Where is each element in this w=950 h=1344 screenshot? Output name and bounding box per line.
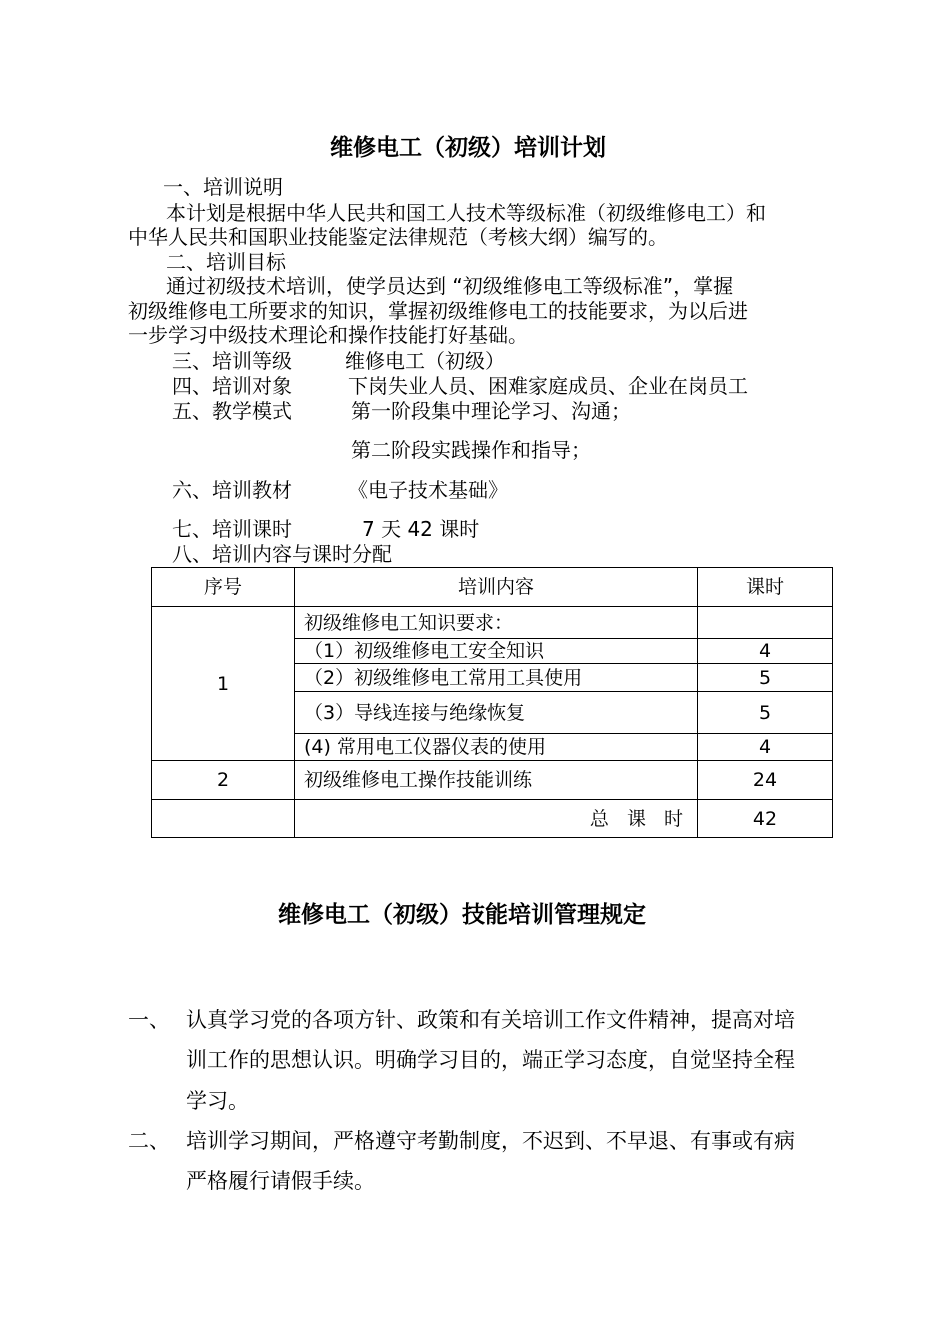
table-row xyxy=(152,607,833,639)
goal-line-2: 初级维修电工所要求的知识，掌握初级维修电工的技能要求，为以后进 xyxy=(128,299,748,323)
row-number: 2 xyxy=(152,761,295,800)
mode-value-2: 第二阶段实践操作和指导； xyxy=(351,438,591,462)
hours-value: 7 天 42 课时 xyxy=(362,517,480,541)
target-label: 四、培训对象 xyxy=(172,374,292,398)
table-total-row xyxy=(152,800,833,838)
header-hours: 课时 xyxy=(698,568,833,607)
table-row xyxy=(152,761,833,800)
page-title: 维修电工（初级）培训计划 xyxy=(330,135,606,161)
row-content: （3）导线连接与绝缘恢复 xyxy=(295,692,698,734)
section-title-management: 维修电工（初级）技能培训管理规定 xyxy=(278,902,646,928)
goal-line-3: 一步学习中级技术理论和操作技能打好基础。 xyxy=(128,323,528,347)
total-label: 总 课 时 xyxy=(295,800,698,838)
description-line-1: 本计划是根据中华人民共和国工人技术等级标准（初级维修电工）和 xyxy=(166,201,766,225)
rule-number: 一、 xyxy=(128,1008,170,1032)
material-value: 《电子技术基础》 xyxy=(348,478,508,502)
row-content: （2）初级维修电工常用工具使用 xyxy=(295,664,698,692)
total-hours: 42 xyxy=(698,800,833,838)
description-line-2: 中华人民共和国职业技能鉴定法律规范（考核大纲）编写的。 xyxy=(128,225,668,249)
material-label: 六、培训教材 xyxy=(172,478,292,502)
training-schedule-table xyxy=(151,567,833,838)
mode-value-1: 第一阶段集中理论学习、沟通； xyxy=(351,399,631,423)
row-hours: 4 xyxy=(698,734,833,761)
goal-line-1: 通过初级技术培训，使学员达到 “初级维修电工等级标准”，掌握 xyxy=(166,274,734,298)
row-hours: 4 xyxy=(698,639,833,664)
header-number: 序号 xyxy=(152,568,295,607)
section-heading-goal: 二、培训目标 xyxy=(166,250,286,274)
mode-label: 五、教学模式 xyxy=(172,399,292,423)
total-number xyxy=(152,800,295,838)
rule-line: 严格履行请假手续。 xyxy=(186,1169,375,1193)
hours-label: 七、培训课时 xyxy=(172,517,292,541)
content-label: 八、培训内容与课时分配 xyxy=(172,542,392,566)
rule-line: 学习。 xyxy=(186,1089,249,1113)
row-content: 初级维修电工操作技能训练 xyxy=(295,761,698,800)
row-content: (4) 常用电工仪器仪表的使用 xyxy=(295,734,698,761)
rule-line: 认真学习党的各项方针、政策和有关培训工作文件精神，提高对培 xyxy=(186,1008,795,1032)
row-content: （1）初级维修电工安全知识 xyxy=(295,639,698,664)
rule-line: 训工作的思想认识。明确学习目的，端正学习态度，自觉坚持全程 xyxy=(186,1048,795,1072)
row-content: 初级维修电工知识要求： xyxy=(295,607,698,639)
row-number: 1 xyxy=(152,607,295,761)
header-content: 培训内容 xyxy=(295,568,698,607)
row-hours: 5 xyxy=(698,664,833,692)
row-hours xyxy=(698,607,833,639)
level-value: 维修电工（初级） xyxy=(345,349,505,373)
row-hours: 24 xyxy=(698,761,833,800)
rule-number: 二、 xyxy=(128,1129,170,1153)
target-value: 下岗失业人员、困难家庭成员、企业在岗员工 xyxy=(348,374,748,398)
table-header-row xyxy=(152,568,833,607)
rule-line: 培训学习期间，严格遵守考勤制度，不迟到、不早退、有事或有病 xyxy=(186,1129,795,1153)
row-hours: 5 xyxy=(698,692,833,734)
section-heading-description: 一、培训说明 xyxy=(163,175,283,199)
level-label: 三、培训等级 xyxy=(172,349,292,373)
